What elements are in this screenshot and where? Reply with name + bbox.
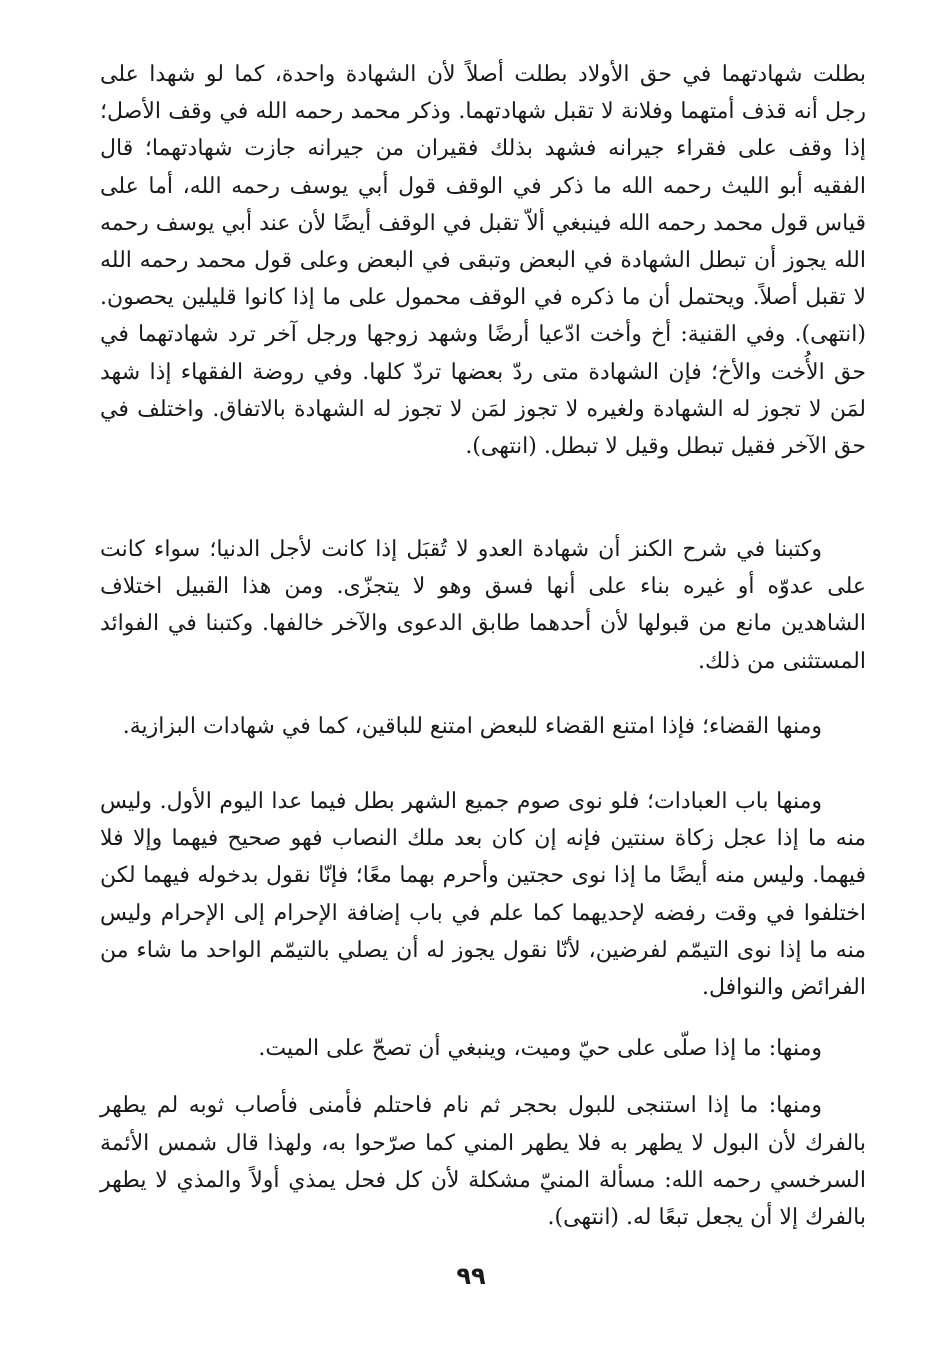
paragraph-gap bbox=[100, 503, 866, 531]
page-body bbox=[100, 56, 866, 1236]
paragraph-1: بطلت شهادتهما في حق الأولاد بطلت أصلاً لأن الشهادة واحدة، كما لو شهدا على رجل أنه قذف أمتهما وفلانة لا تقبل شهادتهما. وذكر محمد رحمه الله في وقف الأصل؛ إذا وقف على فقراء جيرانه فشهد بذلك فقيران من جيرانه جازت شهادتهما؛ قال الفقيه أبو الليث رحمه الله ما ذكر في الوقف قول أبي يوسف رحمه الله، أما على قياس قول محمد رحمه الله فينبغي ألاّ تقبل في الوقف أيضًا لأن عند أبي يوسف رحمه الله يجوز أن تبطل الشهادة في البعض وتبقى في البعض وعلى قول محمد رحمه الله لا تقبل أصلاً. ويحتمل أن ما ذكره في الوقف محمول على ما إذا كانوا قليلين يحصون. (انتهى). وفي القنية: أخ وأخت ادّعيا أرضًا وشهد زوجها ورجل آخر ترد شهادتهما في حق الأُخت والأخ؛ فإن الشهادة متى ردّ بعضها تردّ كلها. وفي روضة الفقهاء إذا شهد لمَن لا تجوز له الشهادة ولغيره لا تجوز لمَن لا تجوز له الشهادة بالاتفاق. واختلف في حق الآخر فقيل تبطل وقيل لا تبطل. (انتهى). bbox=[100, 62, 866, 460]
paragraph-gap bbox=[100, 1006, 866, 1030]
paragraph-5: ومنها: ما إذا صلّى على حيّ وميت، وينبغي أن تصحّ على الميت. bbox=[258, 1036, 822, 1062]
paragraph-2: وكتبنا في شرح الكنز أن شهادة العدو لا تُقبَل إذا كانت لأجل الدنيا؛ سواء كانت على عدوّه أو غيره بناء على أنها فسق وهو لا يتجزّى. ومن هذا القبيل اختلاف الشاهدين مانع من قبولها لأن أحدهما طابق الدعوى والآخر خالفها. وكتبنا في الفوائد المستثنى من ذلك. bbox=[100, 537, 866, 674]
paragraph-3: ومنها القضاء؛ فإذا امتنع القضاء للبعض امتنع للباقين، كما في شهادات البزازية. bbox=[122, 713, 822, 739]
paragraph-4: ومنها باب العبادات؛ فلو نوى صوم جميع الشهر بطل فيما عدا اليوم الأول. وليس منه ما إذا عجل زكاة سنتين فإنه إن كان بعد ملك النصاب فهو صحيح فيهما وإلا فلا فيهما. وليس منه أيضًا ما إذا نوى حجتين وأحرم بهما معًا؛ فإنّا نقول بدخوله فيهما لكن اختلفوا في وقت رفضه لإحديهما كما علم في باب إضافة الإحرام إلى الإحرام وليس منه ما إذا نوى التيمّم لفرضين، لأنّا نقول يجوز له أن يصلي بالتيمّم الواحد ما شاء من الفرائض والنوافل. bbox=[100, 789, 866, 1001]
paragraph-gap bbox=[100, 745, 866, 783]
page-number: ٩٩ bbox=[456, 1262, 486, 1290]
paragraph-gap bbox=[100, 680, 866, 708]
paragraph-gap bbox=[100, 1067, 866, 1087]
paragraph-6: ومنها: ما إذا استنجى للبول بحجر ثم نام فاحتلم فأمنى فأصاب ثوبه لم يطهر بالفرك لأن البول لا يطهر به فلا يطهر المني كما صرّحوا به، ولهذا قال شمس الأئمة السرخسي رحمه الله: مسألة المنيّ مشكلة لأن كل فحل يمذي أولاً والمذي لا يطهر بالفرك إلا أن يجعل تبعًا له. (انتهى). bbox=[100, 1093, 866, 1231]
